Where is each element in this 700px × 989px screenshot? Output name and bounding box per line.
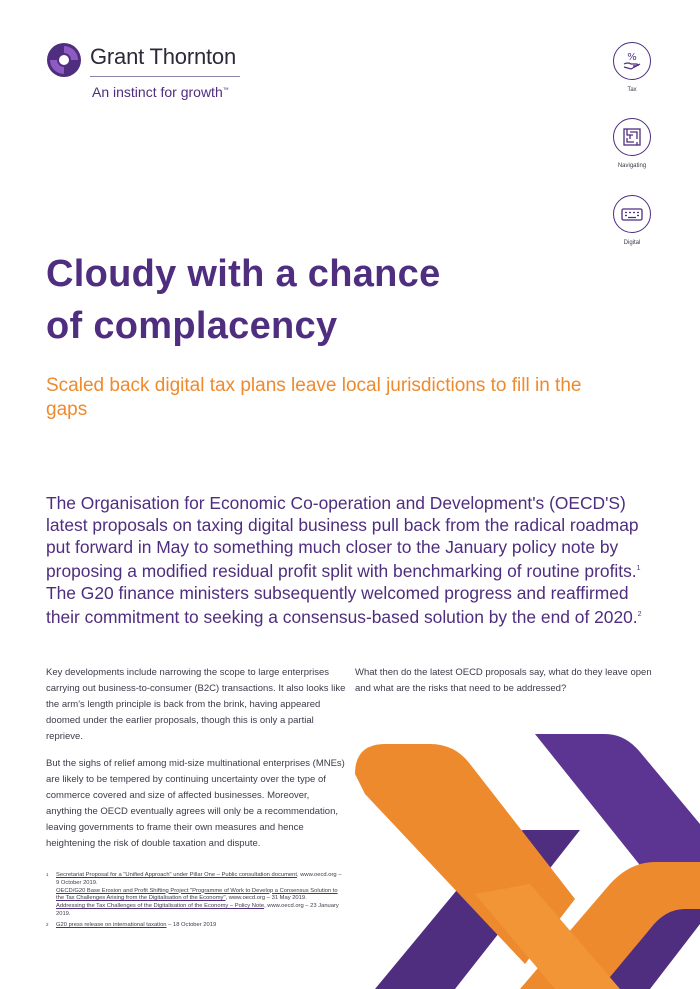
page-title: Cloudy with a chance of complacency	[46, 253, 441, 347]
body-column-left	[46, 665, 346, 863]
topic-label: Tax	[627, 87, 637, 93]
topic-label: Digital	[623, 240, 641, 246]
footnote-link[interactable]: Addressing the Tax Challenges of the Digitalisation of the Economy – Policy Note	[56, 903, 265, 910]
footnote-link[interactable]: Secretariat Proposal for a "Unified Approach" under Pillar One – Public consultation document	[56, 872, 297, 878]
lead-paragraph: The Organisation for Economic Co-operation and Development's (OECD'S) latest proposals on taxing digital business pull back from the radical roadmap put forward in May to something much closer to the January policy note by proposing a modified residual profit split with benchmarking of routine profits.$^1$ The G20 finance ministers subsequently welcomed progress and reaffirmed their commitment to seeking a consensus-based solution by the end of 2020.$^2$	[46, 493, 642, 627]
body-paragraph: What then do the latest OECD proposals say, what do they leave open and what are the risks that need to be addressed?	[355, 667, 652, 694]
footnote-ref[interactable]: 2	[637, 610, 642, 618]
footnote-link[interactable]: G20 press release on international taxation	[56, 921, 167, 928]
topic-digital	[610, 195, 654, 246]
percent-hand-icon	[621, 50, 643, 72]
footnote-1: 1 Secretariat Proposal for a "Unified Approach" under Pillar One – Public consultation document, www.oecd.org – 9 October 2019. OECD/G20 Base Erosion and Profit Shifting Project "Programme of Work to Develop a Consensus Solution to the Tax Challenges Arising from the Digitalisation of the Economy", www.oecd.org – 31 May 2019. Addressing the Tax Challenges of the Digitalisation of the Economy – Policy Note, www.oecd.org – 23 January 2019.	[46, 872, 342, 917]
footnote-link[interactable]: OECD/G20 Base Erosion and Profit Shifting Project "Programme of Work to Develop a Consensus Solution to the Tax Challenges Arising from the Digitalisation of the Economy"	[56, 887, 338, 902]
body-paragraph: Key developments include narrowing the scope to large enterprises carrying out business-to-consumer (B2C) transactions. It also looks like the arm's length principle is back from the brink, having appeared doomed under the earlier proposals, though this is only a partial reprieve.	[46, 667, 346, 742]
footnotes	[46, 872, 346, 933]
body-paragraph: But the sighs of relief among mid-size multinational enterprises (MNEs) are likely to be tempered by continuing uncertainty over the type of commerce covered and size of affected businesses. Moreover, anything the OECD eventually agrees will only be a recommendation, leaving governments to frame their own measures and hence heightening the risk of double taxation and dispute.	[46, 758, 345, 849]
brand-tagline: An instinct for growth™	[92, 84, 229, 100]
svg-text:%: %	[627, 52, 637, 63]
subtitle: Scaled back digital tax plans leave local jurisdictions to fill in the gaps	[46, 375, 582, 420]
keyboard-icon	[620, 203, 644, 225]
maze-icon	[621, 126, 643, 148]
footnote-ref[interactable]: 1	[636, 565, 641, 572]
topic-tax	[610, 42, 654, 93]
woven-ribbons-graphic	[355, 734, 700, 989]
logo-divider	[90, 76, 240, 77]
body-column-right	[355, 665, 655, 708]
topic-navigating	[610, 118, 654, 169]
brand-name: Grant Thornton	[90, 44, 236, 69]
grant-thornton-logo-icon	[46, 42, 82, 78]
topic-label: Navigating	[617, 163, 647, 169]
footnote-2: 2 G20 press release on international taxation – 18 October 2019	[46, 921, 217, 928]
